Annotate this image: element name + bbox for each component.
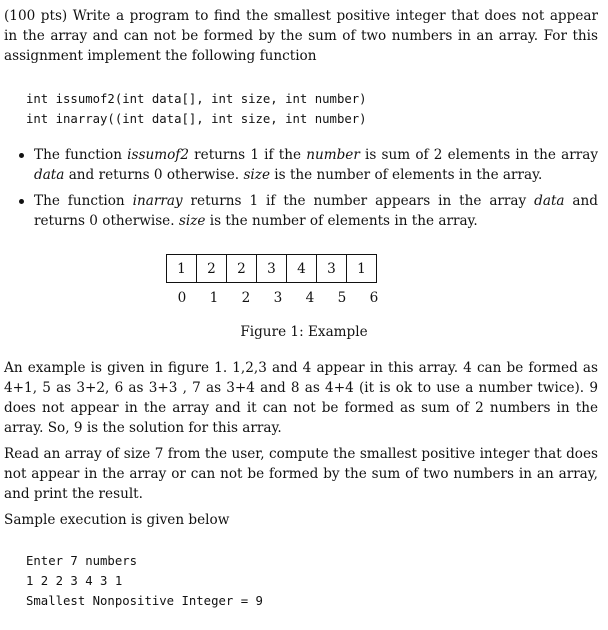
sample-output-line: Enter 7 numbers <box>26 554 138 568</box>
bullet-inarray: The function inarray returns 1 if the number appears in the array data and returns 0 otherwise. size is the number of elements in the array. <box>0 191 598 231</box>
function-signature-issumof2: int issumof2(int data[], int size, int number) <box>26 92 367 106</box>
sample-intro: Sample execution is given below <box>4 512 230 528</box>
array-cell: 4 <box>287 255 317 283</box>
task-paragraph: Read an array of size 7 from the user, compute the smallest positive integer that does not appear in the array or can not be formed by the sum of two numbers in an array, and print the result. <box>4 446 598 502</box>
variable-name: size <box>178 213 206 229</box>
array-index: 3 <box>273 290 283 306</box>
array-index: 2 <box>241 290 251 306</box>
variable-name: data <box>534 193 565 209</box>
array-index-row <box>166 290 390 306</box>
explanation-paragraph: An example is given in figure 1. 1,2,3 and 4 appear in this array. 4 can be formed as 4+1, 5 as 3+2, 6 as 3+3 , 7 as 3+4 and 8 as 4+4 (it is ok to use a number twice). 9 does not appear in the array and it can not be formed as sum of 2 numbers in the array. So, 9 is the solution for this array. <box>4 360 598 436</box>
example-array-table <box>166 254 377 283</box>
array-cell: 1 <box>347 255 377 283</box>
array-index: 6 <box>369 290 379 306</box>
array-values-row <box>167 255 377 283</box>
array-index: 1 <box>209 290 219 306</box>
function-name: inarray <box>132 193 183 209</box>
array-cell: 2 <box>197 255 227 283</box>
array-cell: 3 <box>257 255 287 283</box>
figure-caption: Figure 1: Example <box>240 324 368 340</box>
bullet-issumof2: The function issumof2 returns 1 if the number is sum of 2 elements in the array data and returns 0 otherwise. size is the number of elements in the array. <box>0 145 598 185</box>
function-signature-inarray: int inarray((int data[], int size, int number) <box>26 112 367 126</box>
variable-name: number <box>306 147 360 163</box>
variable-name: data <box>34 167 65 183</box>
sample-output-line: 1 2 2 3 4 3 1 <box>26 574 123 588</box>
intro-paragraph: (100 pts) Write a program to find the smallest positive integer that does not appear in the array and can not be formed by the sum of two numbers in an array. For this assignment implement the following function <box>4 8 598 64</box>
function-description-list <box>0 145 598 231</box>
variable-name: size <box>243 167 270 183</box>
sample-output-line: Smallest Nonpositive Integer = 9 <box>26 594 263 608</box>
array-index: 0 <box>177 290 187 306</box>
array-index: 5 <box>337 290 347 306</box>
function-name: issumof2 <box>127 147 189 163</box>
array-index: 4 <box>305 290 315 306</box>
array-cell: 3 <box>317 255 347 283</box>
array-cell: 1 <box>167 255 197 283</box>
bullet-dot <box>19 153 24 158</box>
bullet-dot <box>19 199 24 204</box>
array-cell: 2 <box>227 255 257 283</box>
